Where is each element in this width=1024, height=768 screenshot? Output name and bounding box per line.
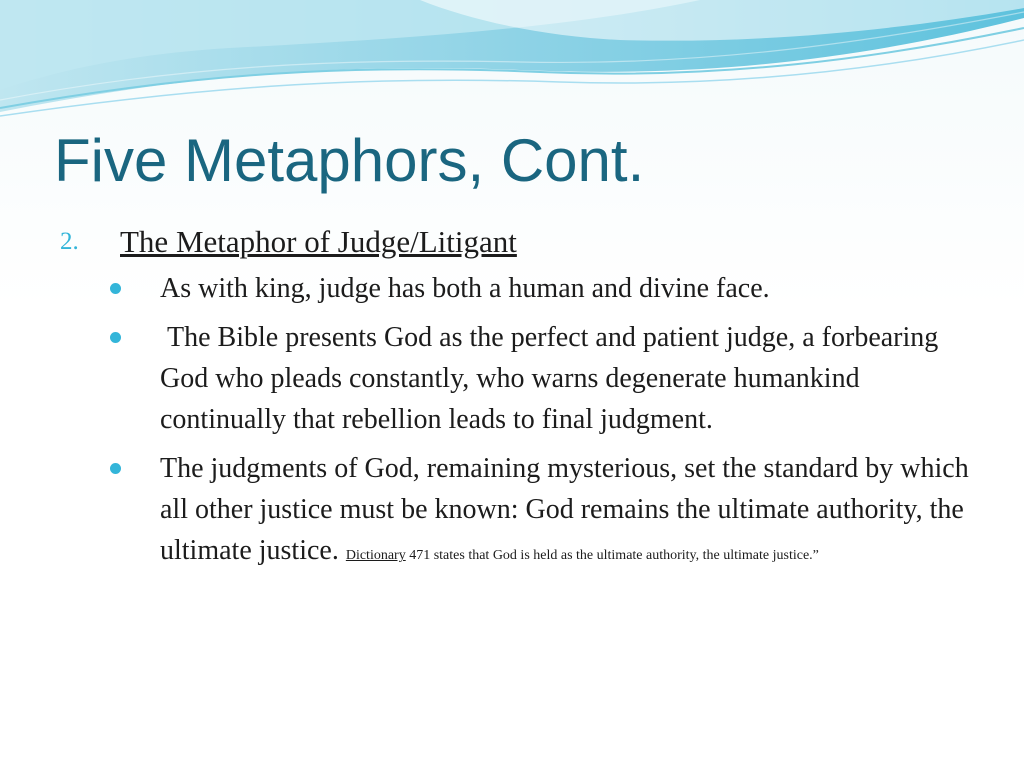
slide-title: Five Metaphors, Cont. bbox=[54, 127, 645, 194]
numbered-item bbox=[60, 222, 980, 262]
bullet-item bbox=[60, 268, 980, 309]
item-heading: The Metaphor of Judge/Litigant bbox=[120, 224, 517, 259]
bullet-item bbox=[60, 448, 980, 576]
bullet-icon bbox=[110, 463, 121, 474]
bullet-icon bbox=[110, 332, 121, 343]
bullet-icon bbox=[110, 283, 121, 294]
decorative-wave-banner bbox=[0, 0, 1024, 130]
bullet-text: As with king, judge has both a human and divine face. bbox=[160, 273, 770, 305]
bullet-text: The Bible presents God as the perfect and patient judge, a forbearing God who pleads constantly, who warns degenerate humankind continually that rebellion leads to final judgment. bbox=[160, 322, 946, 436]
item-number: 2. bbox=[60, 228, 79, 255]
citation-source: Dictionary bbox=[345, 548, 406, 564]
bullet-text: The judgments of God, remaining mysterious, set the standard by which all other justice must be known: God remains the ultimate authority, the ultimate justice. bbox=[160, 453, 969, 567]
citation-text: 471 states that God is held as the ultimate authority, the ultimate justice.” bbox=[405, 548, 819, 564]
bullet-item bbox=[60, 317, 980, 440]
slide-content bbox=[60, 222, 980, 584]
citation bbox=[346, 548, 819, 563]
